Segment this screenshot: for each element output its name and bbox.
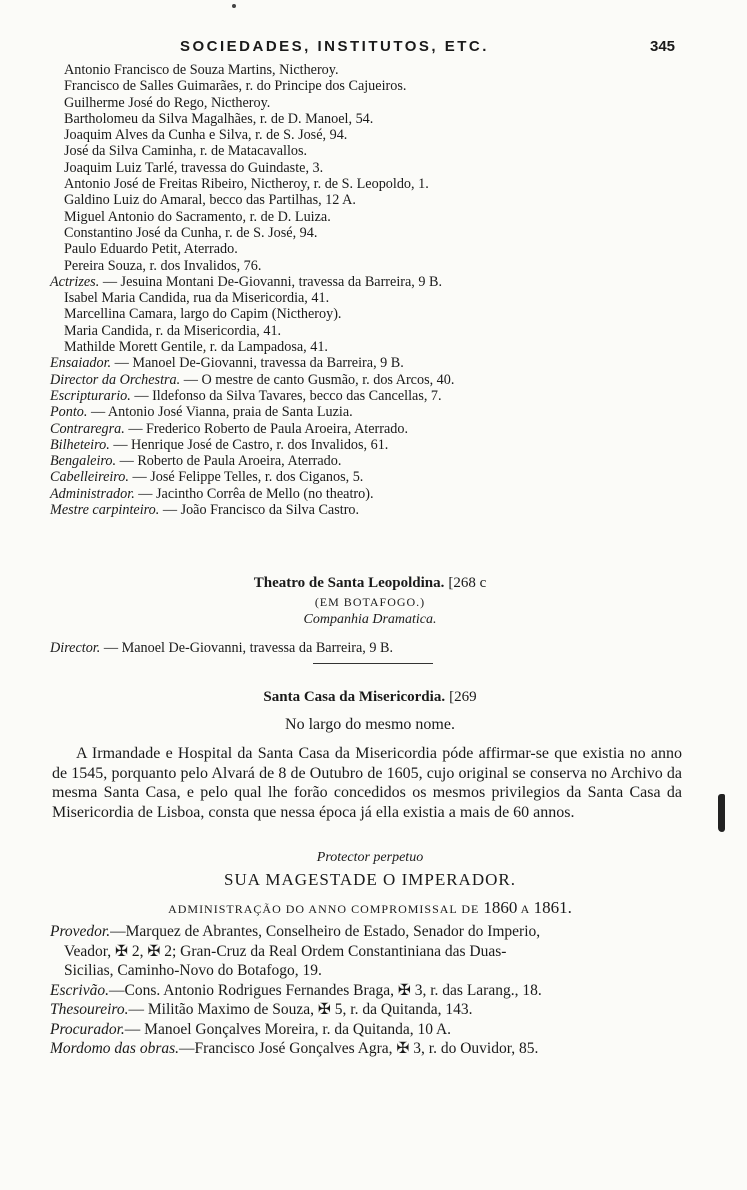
section-divider-1: [313, 663, 433, 664]
santa-casa-location: No largo do mesmo nome.: [285, 716, 455, 733]
member-text: Antonio Francisco de Souza Martins, Nictheroy.: [64, 62, 339, 78]
santa-casa-title: Santa Casa da Misericordia.: [263, 689, 446, 705]
admin-year-line: [50, 898, 690, 918]
santa-casa-heading: [50, 688, 690, 706]
member-role: Bengaleiro.: [50, 453, 117, 470]
officer-text: — Manoel Gonçalves Moreira, r. da Quitanda, 10 A.: [124, 1020, 452, 1038]
admin-year-end: 1861.: [533, 898, 572, 917]
member-role: Director da Orchestra.: [50, 371, 181, 388]
member-line: [50, 241, 690, 257]
member-text: Pereira Souza, r. dos Invalidos, 76.: [64, 257, 262, 274]
member-line: [50, 111, 690, 127]
member-line: [50, 404, 690, 420]
santa-casa-ref: [269: [449, 689, 477, 705]
officer-text: Veador, ✠ 2, ✠ 2; Gran-Cruz da Real Ordem Constantiniana das Duas-: [64, 942, 507, 960]
member-text: Constantino José da Cunha, r. de S. José, 94.: [64, 224, 318, 241]
member-text: — Antonio José Vianna, praia de Santa Luzia.: [90, 404, 353, 421]
member-line: [50, 95, 690, 111]
officer-text: Sicilias, Caminho-Novo do Botafogo, 19.: [64, 962, 322, 979]
member-line: [50, 453, 690, 469]
member-text: — Ildefonso da Silva Tavares, becco das Cancellas, 7.: [134, 387, 442, 404]
officer-role: Mordomo das obras.: [50, 1040, 180, 1057]
member-text: — Roberto de Paula Aroeira, Aterrado.: [119, 453, 342, 470]
officer-line: [50, 942, 690, 962]
member-text: — Henrique José de Castro, r. dos Invalidos, 61.: [113, 436, 389, 453]
member-role: Ensaiador.: [50, 355, 112, 372]
theatre-director-role: Director.: [50, 640, 101, 656]
member-role: Bilheteiro.: [50, 436, 110, 453]
protector-label: Protector perpetuo: [316, 850, 424, 865]
member-line: [50, 355, 690, 371]
theatre-director-text: — Manoel De-Giovanni, travessa da Barreira, 9 B.: [103, 640, 394, 656]
member-text: Guilherme José do Rego, Nictheroy.: [64, 94, 271, 111]
member-line: [50, 176, 690, 192]
member-text: José da Silva Caminha, r. de Matacavallos.: [64, 143, 308, 160]
theatre-title: Theatro de Santa Leopoldina.: [253, 575, 445, 591]
member-text: Antonio José de Freitas Ribeiro, Nictheroy, r. de S. Leopoldo, 1.: [64, 176, 429, 193]
member-line: [50, 274, 690, 290]
officer-role: Provedor.: [50, 923, 111, 940]
member-line: [50, 502, 690, 518]
member-text: — João Francisco da Silva Castro.: [162, 502, 360, 519]
member-line: [50, 209, 690, 225]
page-edge-mark: [718, 794, 725, 832]
member-text: — Jesuina Montani De-Giovanni, travessa da Barreira, 9 B.: [102, 273, 443, 290]
member-text: Bartholomeu da Silva Magalhães, r. de D. Manoel, 54.: [64, 110, 374, 127]
officer-role: Thesoureiro.: [50, 1001, 129, 1018]
member-text: Marcellina Camara, largo do Capim (Nictheroy).: [64, 306, 342, 323]
admin-connector: A: [520, 902, 530, 916]
member-line: [50, 388, 690, 404]
member-line: [50, 323, 690, 339]
member-line: [50, 421, 690, 437]
member-text: Isabel Maria Candida, rua da Misericordia, 41.: [64, 290, 330, 307]
officer-line: [50, 1039, 690, 1059]
member-role: Actrizes.: [50, 273, 100, 290]
member-text: Miguel Antonio do Sacramento, r. de D. Luiza.: [64, 208, 331, 225]
member-role: Escripturario.: [50, 387, 131, 404]
member-text: Joaquim Luiz Tarlé, travessa do Guindaste, 3.: [64, 159, 324, 176]
page-mark: [232, 4, 236, 8]
member-role: Mestre carpinteiro.: [50, 502, 160, 519]
member-text: — José Felippe Telles, r. dos Ciganos, 5.: [132, 469, 364, 486]
page-header: [0, 38, 747, 58]
member-text: Joaquim Alves da Cunha e Silva, r. de S. José, 94.: [64, 127, 348, 144]
admin-label: ADMINISTRAÇÃO DO ANNO COMPROMISSAL DE: [168, 902, 480, 916]
member-role: Ponto.: [50, 404, 88, 421]
theatre-company: Companhia Dramatica.: [303, 612, 437, 627]
member-text: — O mestre de canto Gusmão, r. dos Arcos, 40.: [183, 371, 455, 388]
officers-list: [50, 922, 690, 1059]
member-line: [50, 469, 690, 485]
member-line: [50, 225, 690, 241]
member-text: — Jacintho Corrêa de Mello (no theatro).: [138, 485, 374, 502]
member-line: [50, 127, 690, 143]
member-line: [50, 143, 690, 159]
officer-text: —Francisco José Gonçalves Agra, ✠ 3, r. do Ouvidor, 85.: [179, 1040, 539, 1057]
member-line: [50, 258, 690, 274]
member-line: [50, 290, 690, 306]
member-list: [50, 62, 690, 518]
member-text: Francisco de Salles Guimarães, r. do Principe dos Cajueiros.: [64, 78, 407, 95]
theatre-location: (EM BOTAFOGO.): [314, 595, 426, 609]
member-line: [50, 62, 690, 78]
officer-text: — Militão Maximo de Souza, ✠ 5, r. da Quitanda, 143.: [128, 1001, 473, 1018]
officer-line: [50, 961, 690, 981]
officer-line: [50, 1000, 690, 1020]
header-title: SOCIEDADES, INSTITUTOS, ETC.: [180, 38, 489, 55]
member-role: Administrador.: [50, 485, 135, 502]
theatre-section: [50, 574, 690, 628]
member-line: [50, 78, 690, 94]
member-line: [50, 372, 690, 388]
officer-text: —Marquez de Abrantes, Conselheiro de Estado, Senador do Imperio,: [110, 923, 541, 940]
officer-role: Escrivão.: [50, 981, 109, 999]
theatre-director: [50, 640, 690, 656]
member-line: [50, 437, 690, 453]
member-line: [50, 486, 690, 502]
member-text: — Frederico Roberto de Paula Aroeira, Aterrado.: [128, 420, 409, 437]
protector-name: SUA MAGESTADE O IMPERADOR.: [224, 870, 516, 889]
member-text: Galdino Luiz do Amaral, becco das Partilhas, 12 A.: [64, 192, 356, 209]
member-text: — Manoel De-Giovanni, travessa da Barreira, 9 B.: [114, 355, 404, 372]
theatre-ref: [268 c: [448, 575, 487, 591]
member-line: [50, 306, 690, 322]
officer-text: —Cons. Antonio Rodrigues Fernandes Braga, ✠ 3, r. das Larang., 18.: [108, 981, 542, 999]
officer-line: [50, 1020, 690, 1040]
member-line: [50, 339, 690, 355]
santa-casa-paragraph: A Irmandade e Hospital da Santa Casa da Misericordia póde affirmar-se que existia no anno de 1545, porquanto pelo Alvará de 8 de Outubro de 1605, cujo original se conserva no Archivo da mesma Santa Casa, e pelo qual lhe forão concedidos os mesmos privilegios da Santa Casa da Misericordia de Lisboa, consta que nessa época já ella existia a mais de 60 annos.: [52, 745, 682, 821]
member-line: [50, 192, 690, 208]
member-text: Paulo Eduardo Petit, Aterrado.: [64, 241, 238, 258]
member-role: Contraregra.: [50, 420, 125, 437]
member-text: Mathilde Morett Gentile, r. da Lampadosa, 41.: [64, 339, 328, 356]
page-number: 345: [650, 38, 676, 55]
officer-line: [50, 981, 690, 1001]
member-text: Maria Candida, r. da Misericordia, 41.: [64, 322, 282, 339]
member-role: Cabelleireiro.: [50, 469, 129, 486]
admin-year-start: 1860: [483, 898, 518, 917]
officer-role: Procurador.: [50, 1020, 125, 1038]
member-line: [50, 160, 690, 176]
officer-line: [50, 922, 690, 942]
